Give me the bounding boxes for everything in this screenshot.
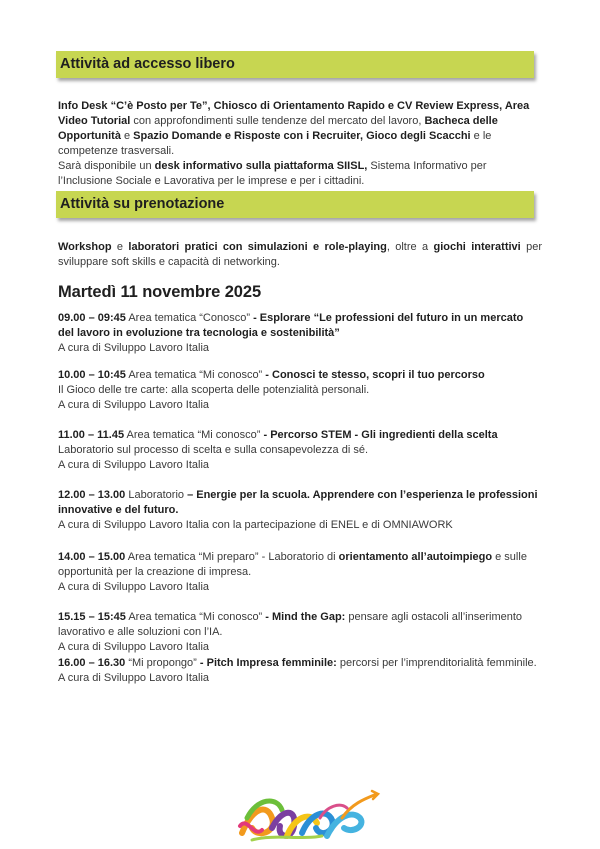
event-time: 15.15 – 15:45 bbox=[58, 611, 126, 623]
event-curator: A cura di Sviluppo Lavoro Italia bbox=[58, 581, 210, 594]
event-text: Area tematica “Mi conosco” bbox=[125, 611, 266, 623]
event-text: Laboratorio bbox=[125, 489, 188, 501]
event-title: - Conosci te stesso, scopri il tuo percorso bbox=[265, 369, 485, 381]
text: e bbox=[120, 130, 134, 142]
event-time: 12.00 – 13.00 bbox=[58, 489, 126, 501]
section-header-free-access bbox=[56, 51, 534, 78]
bold-text: desk informativo sulla piattaforma SIISL, bbox=[154, 160, 368, 172]
event-title: - Percorso STEM - Gli ingredienti della scelta bbox=[263, 429, 498, 441]
event-curator: A cura di Sviluppo Lavoro Italia bbox=[58, 342, 210, 355]
event-curator: A cura di Sviluppo Lavoro Italia con la partecipazione di ENEL e di OMNIAWORK bbox=[58, 519, 453, 532]
section-title: Attività ad accesso libero bbox=[60, 56, 235, 72]
day-title: Martedì 11 novembre 2025 bbox=[58, 283, 262, 301]
event-text: Area tematica “Mi conosco” bbox=[124, 429, 264, 441]
text: Sistema Informativo per l’Inclusione Sociale e Lavorativa per le imprese e per i cittadini. bbox=[58, 160, 487, 187]
free-access-description bbox=[58, 99, 542, 189]
event-title: - Pitch Impresa femminile: bbox=[199, 657, 337, 669]
booking-description bbox=[58, 240, 542, 270]
event-curator: A cura di Sviluppo Lavoro Italia bbox=[58, 672, 210, 685]
bold-text: Workshop bbox=[58, 241, 112, 253]
event-text: Area tematica “Conosco” bbox=[125, 312, 254, 324]
event-item bbox=[58, 610, 542, 656]
event-item bbox=[58, 311, 542, 357]
event-time: 10.00 – 10:45 bbox=[58, 369, 126, 381]
bold-text: giochi interattivi bbox=[433, 241, 521, 253]
event-time: 09.00 – 09:45 bbox=[58, 312, 126, 324]
event-title: – Energie per la scuola. Apprendere con l’esperienza le professioni innovative e del futuro. bbox=[58, 489, 538, 517]
event-item bbox=[58, 550, 542, 596]
event-text: Area tematica “Mi preparo” - Laboratorio di bbox=[125, 551, 339, 563]
event-description: Laboratorio sul processo di scelta e sulla consapevolezza di sé. bbox=[58, 444, 369, 457]
event-curator: A cura di Sviluppo Lavoro Italia bbox=[58, 399, 210, 412]
event-text: Area tematica “Mi conosco” bbox=[125, 369, 266, 381]
event-item bbox=[58, 656, 542, 686]
text: con approfondimenti sulle tendenze del mercato del lavoro, bbox=[130, 115, 425, 127]
event-title: - Mind the Gap: bbox=[265, 611, 346, 623]
section-title: Attività su prenotazione bbox=[60, 196, 225, 212]
event-text: e sulle opportunità per la creazione di impresa. bbox=[58, 551, 527, 579]
text: e le competenze trasversali. bbox=[58, 130, 492, 157]
bold-text: Spazio Domande e Risposte con i Recruiter, Gioco degli Scacchi bbox=[133, 130, 471, 142]
event-text: pensare agli ostacoli all’inserimento lavorativo e alle soluzioni con l’IA. bbox=[58, 611, 523, 639]
bold-text: Bacheca delle Opportunità bbox=[58, 115, 498, 142]
event-item bbox=[58, 428, 542, 474]
event-title: - Esplorare “Le professioni del futuro in un mercato del lavoro in evoluzione tra tecnologia e sostenibilità” bbox=[58, 312, 524, 340]
event-time: 11.00 – 11.45 bbox=[58, 429, 125, 441]
event-item bbox=[58, 488, 542, 534]
text: Sarà disponibile un bbox=[58, 160, 155, 172]
event-item bbox=[58, 368, 542, 414]
event-curator: A cura di Sviluppo Lavoro Italia bbox=[58, 459, 210, 472]
bold-text: Info Desk “C’è Posto per Te”, Chiosco di Orientamento Rapido e CV Review Express, Area Video Tutorial bbox=[58, 100, 530, 127]
text: , oltre a bbox=[386, 241, 434, 253]
bold-text: laboratori pratici con simulazioni e role-playing bbox=[128, 241, 387, 253]
event-curator: A cura di Sviluppo Lavoro Italia bbox=[58, 641, 210, 654]
event-time: 14.00 – 15.00 bbox=[58, 551, 126, 563]
text: e bbox=[111, 241, 129, 253]
colorful-ribbon-logo-icon bbox=[232, 788, 382, 844]
event-text: percorsi per l’imprenditorialità femminile. bbox=[336, 657, 537, 669]
event-title: orientamento all’autoimpiego bbox=[338, 551, 493, 563]
section-header-booking bbox=[56, 191, 534, 218]
event-text: “Mi propongo” bbox=[125, 657, 200, 669]
event-time: 16.00 – 16.30 bbox=[58, 657, 126, 669]
text: per sviluppare soft skills e capacità di networking. bbox=[58, 241, 542, 268]
event-description: Il Gioco delle tre carte: alla scoperta delle potenzialità personali. bbox=[58, 384, 370, 397]
